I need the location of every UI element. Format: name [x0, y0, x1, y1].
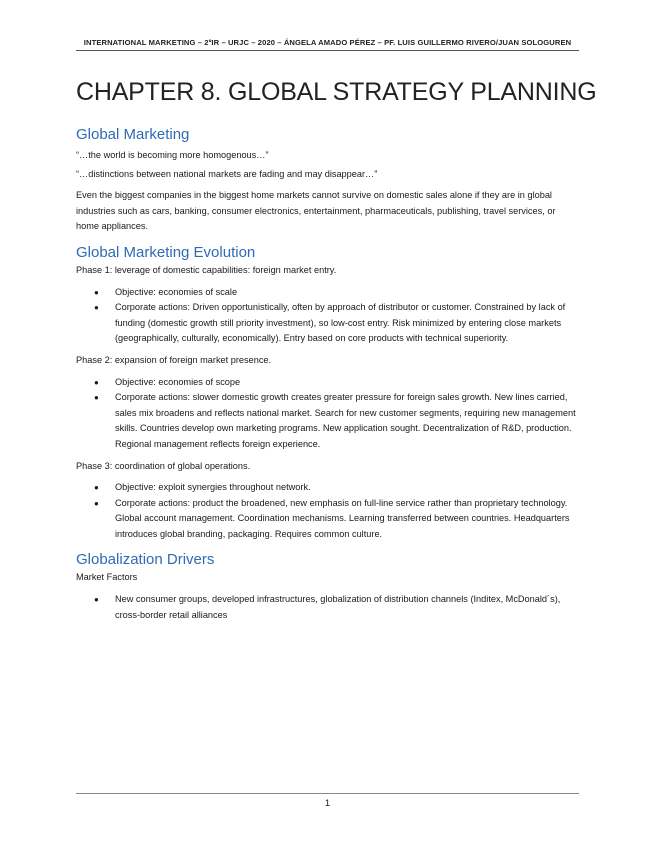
bullet-dot-icon: ●: [94, 595, 99, 605]
page-number: 1: [324, 798, 331, 809]
document-body: [76, 125, 579, 623]
list-item: ● Corporate actions: Driven opportunistically, often by approach of distributor or customer. Constrained by lack of funding (domestic growth still priority investment), so low-cost entry. Risk minimized by entering close markets (geographically, culturally, economically). Entry based on core products with technical superiority.: [94, 302, 566, 344]
phase-2-title: Phase 2: expansion of foreign market presence.: [76, 354, 272, 365]
heading-global-marketing: Global Marketing: [76, 126, 190, 143]
subheading-market-factors: Market Factors: [76, 572, 138, 583]
market-factors-list: [76, 592, 579, 623]
heading-globalization-drivers: Globalization Drivers: [76, 551, 215, 569]
quote-distinctions: “…distinctions between national markets are fading and may disappear…”: [76, 168, 378, 179]
phase-1-title: Phase 1: leverage of domestic capabilities: foreign market entry.: [76, 264, 337, 275]
bullet-dot-icon: ●: [94, 393, 99, 403]
bullet-dot-icon: ●: [94, 287, 99, 297]
bullet-dot-icon: ●: [94, 498, 99, 508]
phase-3-title: Phase 3: coordination of global operations.: [76, 460, 251, 471]
list-item: ● Objective: economies of scope: [76, 375, 579, 391]
bullet-dot-icon: ●: [94, 377, 99, 387]
running-header: INTERNATIONAL MARKETING – 2ºIR – URJC – 2020 – ÁNGELA AMADO PÉREZ – PF. LUIS GUILLERMO RIVERO/JUAN SOLOGUREN: [76, 38, 579, 51]
chapter-title: CHAPTER 8. GLOBAL STRATEGY PLANNING: [76, 78, 597, 106]
phase-3-list: [76, 480, 579, 542]
heading-global-marketing-evolution: Global Marketing Evolution: [76, 243, 256, 261]
bullet-dot-icon: ●: [94, 483, 99, 493]
phase-1-list: [76, 285, 579, 347]
footer-divider: [76, 793, 579, 794]
quote-homogenous: “…the world is becoming more homogenous…”: [76, 150, 269, 160]
bullet-dot-icon: ●: [94, 303, 99, 313]
list-item: ● Objective: economies of scale: [76, 285, 579, 301]
paragraph-global-industries: Even the biggest companies in the biggest home markets cannot survive on domestic sales alone if they are in global industries such as cars, banking, consumer electronics, entertainment, pharmaceuticals, publishing, travel services, or home appliances.: [76, 190, 556, 232]
list-item: ● Corporate actions: slower domestic growth creates greater pressure for foreign sales growth. New lines carried, sales mix broadens and reflects national market. Search for new customer segments, requiring new management skills. Countries develop own marketing programs. New application sought. Decentralization of R&D, production. Regional management reflects foreign experience.: [94, 392, 576, 449]
list-item: ● Objective: exploit synergies throughout network.: [76, 480, 579, 496]
phase-2-list: [76, 375, 579, 453]
list-item: ● New consumer groups, developed infrastructures, globalization of distribution channels (Inditex, McDonald´s), cross-border retail alliances: [94, 594, 561, 620]
list-item: ● Corporate actions: product the broadened, new emphasis on full-line service rather than proprietary technology. Global account management. Coordination mechanisms. Learning transferred between countries. Headquarters introduces global branding, packaging. Requires common culture.: [94, 497, 570, 539]
